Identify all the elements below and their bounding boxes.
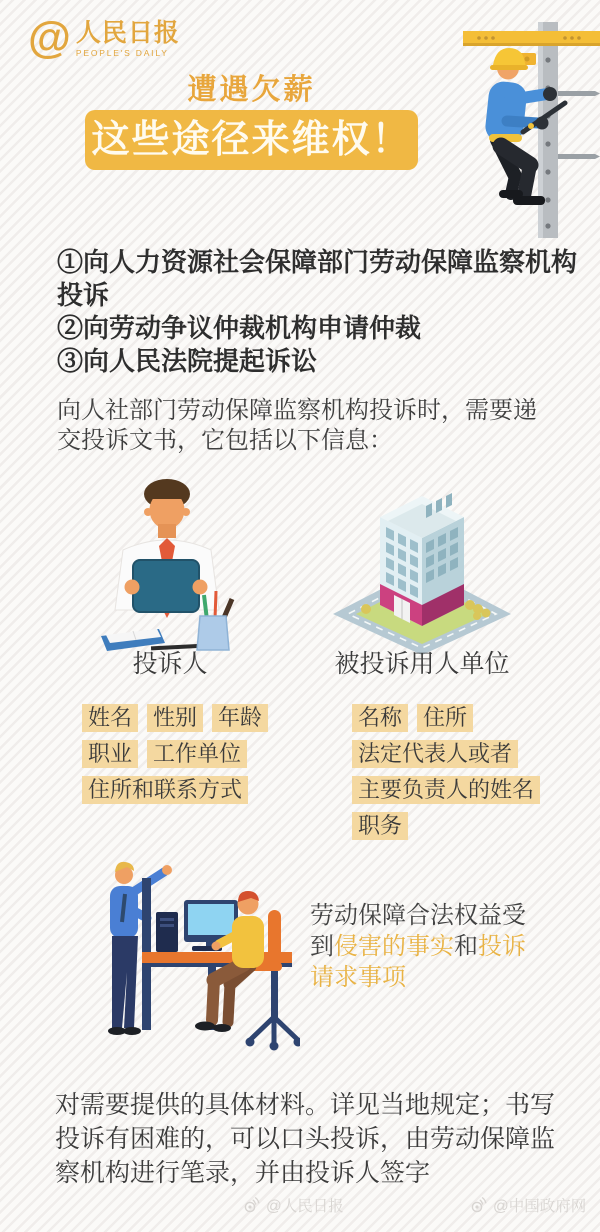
facts-connector: 和 bbox=[454, 933, 478, 960]
tag-row bbox=[82, 776, 342, 804]
intro-paragraph: 向人社部门劳动保障监察机构投诉时，需要递交投诉文书，它包括以下信息： bbox=[57, 397, 537, 454]
employer-building-illustration bbox=[330, 484, 515, 656]
info-tag: 职业 bbox=[82, 740, 138, 768]
tag-row bbox=[352, 812, 567, 840]
complaint-recording-illustration bbox=[72, 852, 300, 1062]
remedy-item: ③向人民法院提起诉讼 bbox=[57, 346, 318, 376]
tag-row bbox=[352, 740, 567, 768]
info-tag: 主要负责人的姓名 bbox=[352, 776, 540, 804]
logo-title: 人民日报 bbox=[75, 19, 180, 47]
worker-climbing-pole-illustration bbox=[435, 8, 600, 240]
facts-highlight-2: 投诉请求事项 bbox=[310, 933, 526, 991]
bottom-note: 对需要提供的具体材料。详见当地规定；书写投诉有困难的，可以口头投诉，由劳动保障监察机构进行笔录，并由投诉人签字 bbox=[55, 1091, 556, 1187]
facts-paragraph bbox=[310, 900, 538, 993]
logo-text bbox=[76, 20, 180, 58]
info-tag: 住所和联系方式 bbox=[82, 776, 248, 804]
info-tag: 法定代表人或者 bbox=[352, 740, 518, 768]
remedy-item: ①向人力资源社会保障部门劳动保障监察机构投诉 bbox=[57, 247, 578, 310]
complainant-illustration bbox=[95, 474, 245, 666]
weibo-icon bbox=[243, 1197, 262, 1213]
info-tag: 住所 bbox=[417, 704, 473, 732]
info-tag: 名称 bbox=[352, 704, 408, 732]
info-tag: 性别 bbox=[147, 704, 203, 732]
logo-subtitle: PEOPLE'S DAILY bbox=[75, 48, 169, 58]
complainant-tags bbox=[82, 704, 342, 812]
remedies-list bbox=[57, 246, 589, 378]
facts-highlight-1: 侵害的事实 bbox=[334, 933, 454, 960]
watermark-gov-site bbox=[470, 1194, 586, 1216]
remedy-item: ②向劳动争议仲裁机构申请仲裁 bbox=[57, 313, 422, 343]
tag-row bbox=[352, 704, 567, 732]
watermark-text: @中国政府网 bbox=[493, 1198, 587, 1215]
peoples-daily-logo bbox=[28, 13, 180, 62]
title-banner: 这些途径来维权！ bbox=[85, 110, 418, 170]
tag-row bbox=[352, 776, 567, 804]
facts-prefix: 劳动保障合法权益受到 bbox=[310, 902, 526, 960]
info-tag: 姓名 bbox=[82, 704, 138, 732]
info-tag: 工作单位 bbox=[147, 740, 247, 768]
title-kicker: 遭遇欠薪 bbox=[187, 74, 316, 106]
tag-row bbox=[82, 704, 342, 732]
tag-row bbox=[82, 740, 342, 768]
complainant-label: 投诉人 bbox=[132, 650, 208, 678]
title-block bbox=[85, 74, 418, 170]
info-tag: 职务 bbox=[352, 812, 408, 840]
employer-label: 被投诉用人单位 bbox=[334, 650, 510, 678]
at-symbol-icon: @ bbox=[28, 13, 71, 62]
watermark-text: @人民日报 bbox=[266, 1198, 344, 1215]
employer-tags bbox=[352, 704, 567, 848]
watermark-peoples-daily bbox=[243, 1194, 344, 1216]
info-tag: 年龄 bbox=[212, 704, 268, 732]
weibo-icon bbox=[470, 1197, 489, 1213]
